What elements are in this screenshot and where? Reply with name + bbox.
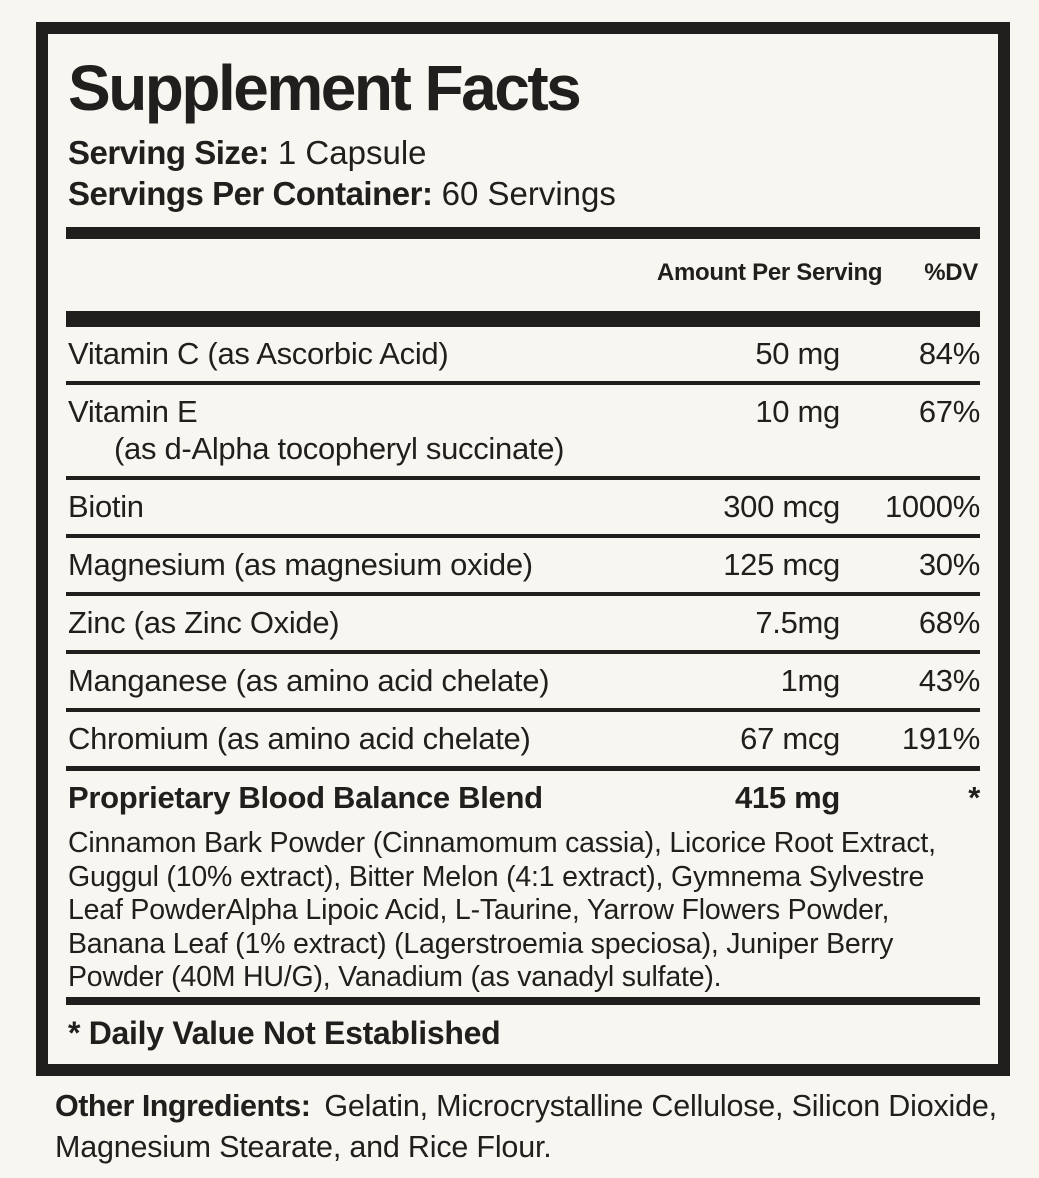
supplement-facts-panel bbox=[36, 22, 1010, 1076]
nutrient-dv: 68% bbox=[918, 605, 980, 640]
footnote-separator-bar bbox=[66, 997, 980, 1005]
nutrient-amount: 300 mcg bbox=[723, 489, 840, 524]
nutrient-name-line2: (as d-Alpha tocopheryl succinate) bbox=[114, 431, 565, 466]
nutrient-amount: 67 mcg bbox=[740, 721, 840, 756]
nutrient-name: Magnesium (as magnesium oxide) bbox=[68, 547, 533, 582]
other-ingredients-value: Gelatin, Microcrystalline Cellulose, Silicon Dioxide, Magnesium Stearate, and Rice Flour. bbox=[55, 1089, 997, 1164]
nutrient-table bbox=[66, 327, 980, 995]
other-ingredients bbox=[55, 1086, 1005, 1168]
column-header-amount: Amount Per Serving bbox=[656, 259, 883, 286]
nutrient-name: Chromium (as amino acid chelate) bbox=[68, 721, 531, 756]
table-row-vitamin-e bbox=[66, 381, 980, 476]
blend-name: Proprietary Blood Balance Blend bbox=[68, 780, 543, 815]
table-row-zinc bbox=[66, 592, 980, 650]
other-ingredients-label: Other Ingredients: bbox=[55, 1089, 311, 1123]
column-header-row bbox=[66, 239, 980, 311]
blend-amount: 415 mg bbox=[734, 780, 840, 815]
footnote-block bbox=[66, 987, 980, 1056]
nutrient-dv: 67% bbox=[918, 394, 980, 429]
nutrient-amount: 7.5mg bbox=[755, 605, 840, 640]
nutrient-amount: 1mg bbox=[780, 663, 840, 698]
nutrient-name bbox=[68, 393, 625, 467]
blend-description: Cinnamon Bark Powder (Cinnamomum cassia), Licorice Root Extract, Guggul (10% extract), Bitter Melon (4:1 extract), Gymnema Sylvestre Leaf PowderAlpha Lipoic Acid, L-Taurine, Yarrow Flowers Powder, Banana Leaf (1% extract) (Lagerstroemia speciosa), Juniper Berry Powder (40M HU/G), Vanadium (as vanadyl sulfate). bbox=[68, 827, 936, 993]
nutrient-name: Zinc (as Zinc Oxide) bbox=[68, 605, 340, 640]
nutrient-dv: 43% bbox=[918, 663, 980, 698]
table-row-magnesium bbox=[66, 534, 980, 592]
servings-per-container-label: Servings Per Container: bbox=[68, 175, 433, 212]
nutrient-dv: 30% bbox=[918, 547, 980, 582]
serving-size-line bbox=[68, 132, 980, 173]
table-row-vitamin-c bbox=[66, 327, 980, 381]
nutrient-name: Manganese (as amino acid chelate) bbox=[68, 663, 550, 698]
nutrient-amount: 125 mcg bbox=[723, 547, 840, 582]
blend-dv-asterisk: * bbox=[968, 780, 980, 815]
servings-per-container-value: 60 Servings bbox=[441, 175, 616, 212]
panel-title: Supplement Facts bbox=[68, 52, 580, 124]
servings-per-container-line bbox=[68, 173, 980, 214]
nutrient-name: Biotin bbox=[68, 489, 144, 524]
separator-bar-thick bbox=[66, 311, 980, 327]
nutrient-dv: 191% bbox=[901, 721, 980, 756]
nutrient-name-line1: Vitamin E bbox=[68, 394, 198, 429]
nutrient-amount: 10 mg bbox=[755, 394, 840, 429]
nutrient-amount: 50 mg bbox=[755, 336, 840, 371]
table-row-proprietary-blend bbox=[66, 766, 980, 825]
column-header-dv: %DV bbox=[924, 259, 978, 286]
serving-size-value: 1 Capsule bbox=[277, 134, 427, 171]
serving-size-label: Serving Size: bbox=[68, 134, 269, 171]
table-row-manganese bbox=[66, 650, 980, 708]
nutrient-dv: 1000% bbox=[884, 489, 980, 524]
daily-value-footnote: * Daily Value Not Established bbox=[68, 1015, 501, 1051]
nutrient-name: Vitamin C (as Ascorbic Acid) bbox=[68, 336, 449, 371]
nutrient-dv: 84% bbox=[918, 336, 980, 371]
separator-bar-top bbox=[66, 227, 980, 239]
table-row-biotin bbox=[66, 476, 980, 534]
table-row-chromium bbox=[66, 708, 980, 766]
